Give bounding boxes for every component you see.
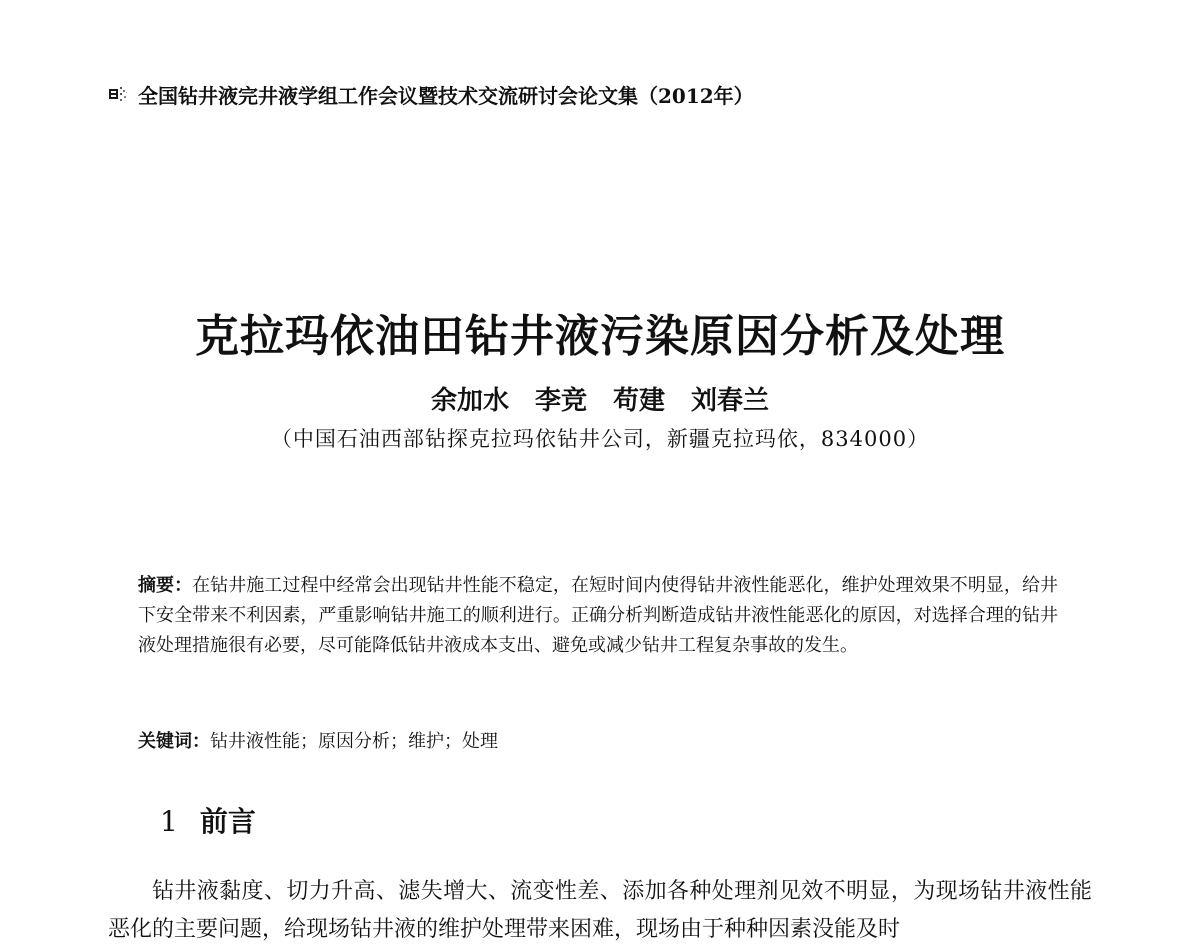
section-number: 1 [160, 805, 178, 838]
keywords [138, 727, 1058, 757]
section-title: 前言 [199, 805, 256, 838]
keywords-text: 钻井液性能；原因分析；维护；处理 [210, 731, 498, 752]
keywords-label: 关键词： [138, 731, 210, 752]
paper-affiliation: （中国石油西部钻探克拉玛依钻井公司，新疆克拉玛依，834000） [270, 427, 930, 451]
body-paragraph: 钻井液黏度、切力升高、滤失增大、流变性差、添加各种处理剂见效不明显，为现场钻井液性能恶化的主要问题，给现场钻井液的维护处理带来困难，现场由于种种因素没能及时 [108, 879, 1092, 942]
abstract-label: 摘要： [138, 575, 193, 596]
abstract [138, 571, 1058, 661]
header-text: 全国钻井液完井液学组工作会议暨技术交流研讨会论文集（2012年） [138, 83, 754, 108]
abstract-text: 在钻井施工过程中经常会出现钻井性能不稳定，在短时间内使得钻井液性能恶化，维护处理效果不明显，给井下安全带来不利因素，严重影响钻井施工的顺利进行。正确分析判断造成钻井液性能恶化的原因，对选择合理的钻井液处理措施很有必要，尽可能降低钻井液成本支出、避免或减少钻井工程复杂事故的发生。 [138, 575, 1058, 656]
paper-title: 克拉玛依油田钻井液污染原因分析及处理 [195, 311, 1005, 362]
book-mark-icon [108, 85, 130, 103]
running-header [108, 82, 754, 106]
section-heading [160, 800, 256, 840]
paper-authors: 余加水 李竞 苟建 刘春兰 [430, 386, 769, 416]
